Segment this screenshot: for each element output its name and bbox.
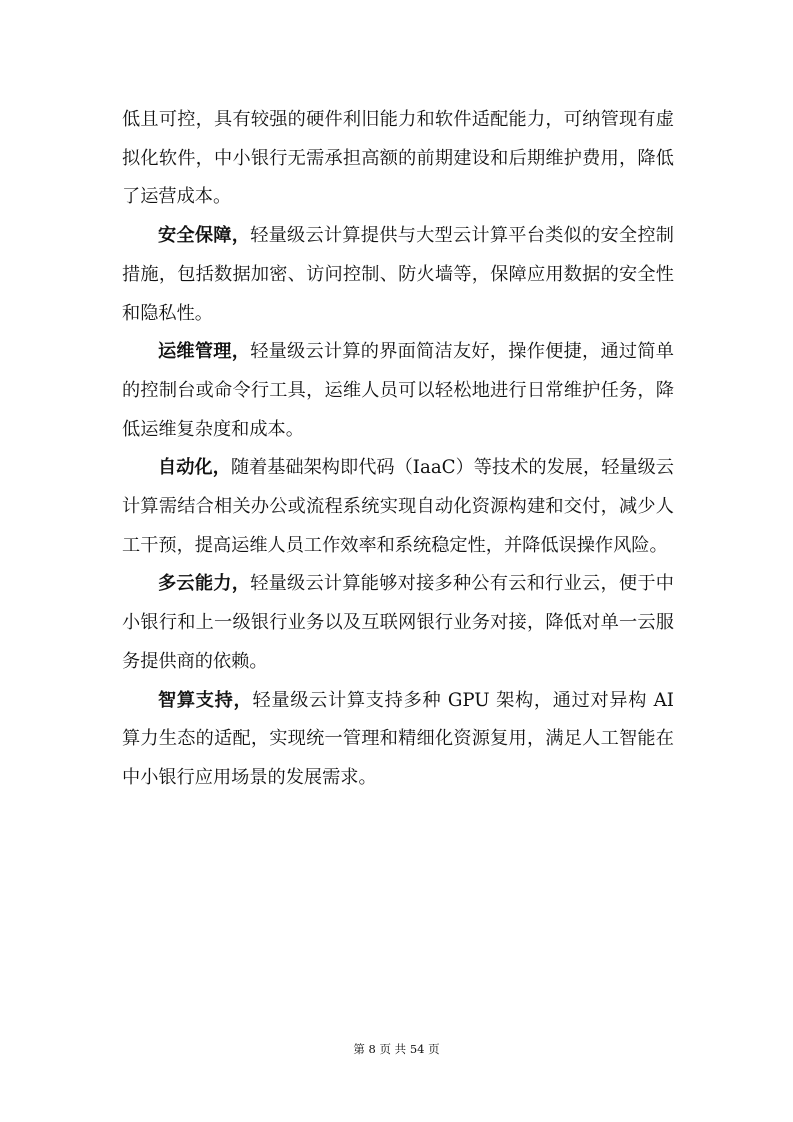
paragraph-security [122,217,674,333]
paragraph-continued [122,101,674,217]
page-number: 第 8 页 共 54 页 [353,1042,440,1056]
paragraph-text: 轻量级云计算提供与大型云计算平台类似的安全控制措施，包括数据加密、访问控制、防火墙等，保障应用数据的安全性和隐私性。 [122,225,674,324]
paragraph-text: 轻量级云计算支持多种 GPU 架构，通过对异构 AI 算力生态的适配，实现统一管理和精细化资源复用，满足人工智能在中小银行应用场景的发展需求。 [122,689,674,788]
paragraph-ops [122,333,674,449]
paragraph-text: 随着基础架构即代码（IaaC）等技术的发展，轻量级云计算需结合相关办公或流程系统实现自动化资源构建和交付，减少人工干预，提高运维人员工作效率和系统稳定性，并降低误操作风险。 [122,457,674,556]
paragraph-heading: 安全保障， [158,225,251,247]
paragraph-heading: 多云能力， [158,573,251,595]
paragraph-text: 轻量级云计算的界面简洁友好，操作便捷，通过简单的控制台或命令行工具，运维人员可以轻松地进行日常维护任务，降低运维复杂度和成本。 [122,341,674,440]
document-body [122,101,674,798]
paragraph-heading: 智算支持， [158,689,253,711]
paragraph-heading: 自动化， [158,457,231,479]
paragraph-heading: 运维管理， [158,341,251,363]
page-footer [0,1041,793,1057]
paragraph-multicloud [122,565,674,681]
paragraph-automation [122,449,674,565]
paragraph-text: 低且可控，具有较强的硬件利旧能力和软件适配能力，可纳管现有虚拟化软件，中小银行无需承担高额的前期建设和后期维护费用，降低了运营成本。 [122,109,674,208]
paragraph-text: 轻量级云计算能够对接多种公有云和行业云，便于中小银行和上一级银行业务以及互联网银行业务对接，降低对单一云服务提供商的依赖。 [122,573,674,672]
paragraph-ai-compute [122,682,674,798]
